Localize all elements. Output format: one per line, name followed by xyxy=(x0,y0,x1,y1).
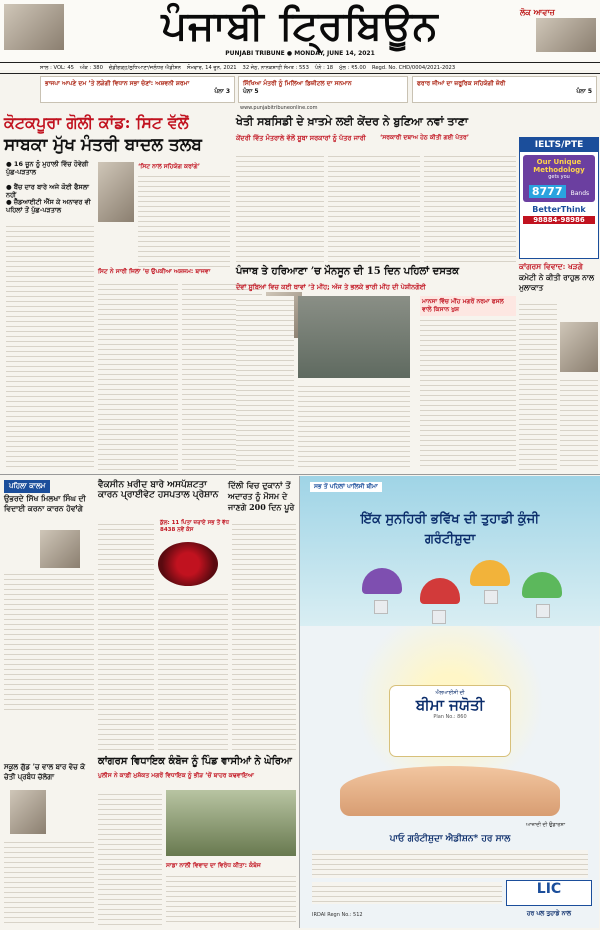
ad-brand-small: ਸਭ ਤੋਂ ਪਹਿਲਾਂ ਪਾਲਿਸੀ ਬੀਮਾ xyxy=(310,482,382,492)
ielts-line3: gets you xyxy=(548,174,570,180)
lead-bullet-2: ● ਬੈਂਚ ਦਾਰ ਬਾਰੇ ਅਜੇ ਕੋਈ ਫੈਸਲਾ ਨਹੀਂ xyxy=(6,183,89,200)
lic-ad[interactable] xyxy=(299,476,599,928)
delhi-body xyxy=(232,520,296,750)
congress2-headline[interactable]: ਕਾਂਗਰਸ ਵਿਧਾਇਕ ਕੰਬੋਜ ਨੂੰ ਪਿੰਡ ਵਾਸੀਆਂ ਨੇ ਘੇਰਿਆ xyxy=(98,756,292,767)
lead-bullet-1: ● 16 ਜੂਨ ਨੂੰ ਮੁਹਾਲੀ ਵਿੱਚ ਹੋਵੇਗੀ ਪੁੱਛ-ਪੜਤਾਲ xyxy=(6,160,89,177)
ielts-line1: Our Unique xyxy=(536,158,582,166)
sebi-line: ਆਜ਼ਾਦੀ ਦੀ ਉਡਾਰਸ਼ਾ xyxy=(526,822,566,828)
lic-tagline: ਹਰ ਪਲ ਤੁਹਾਡੇ ਨਾਲ xyxy=(526,910,572,917)
issue-info-bar xyxy=(0,62,600,74)
ielts-ad[interactable] xyxy=(519,137,599,259)
rain-photo xyxy=(298,296,410,378)
covid-note: ਕੁੱਲ: 11 ਪਿਤਾ ਜ਼ਰਾਏ ਸਭ ਤੋਂ ਵੱਧ 8438 ਨਵੇਂ ਕੇਸ xyxy=(160,520,229,533)
ad-feature-list xyxy=(312,850,588,878)
congress-headline[interactable]: ਕਮੇਟੀ ਨੇ ਕੀਤੀ ਰਾਹੁਲ ਨਾਲ ਮੁਲਾਕਾਤ xyxy=(519,273,595,292)
nanakshahi-date: 32 ਜੇਠ, ਨਾਨਕਸ਼ਾਹੀ ਸੰਮਤ : 553 xyxy=(242,64,309,71)
ad-footer-line: ਪਾਓ ਗਰੰਟੀਸ਼ੁਦਾ ਐਡੀਸ਼ਨ* ਹਰ ਸਾਲ xyxy=(389,834,511,844)
congress2-body xyxy=(98,790,162,926)
badal-photo xyxy=(98,162,134,222)
col1-headline[interactable]: ਉਭਰਦੇ ਸਿੱਖ ਮਿਲਖਾ ਸਿੰਘ ਦੀ ਵਿਦਾਈ ਕਰਨਾ ਕਾਰਨ ਹੋਵਾਂਗੇ xyxy=(4,494,86,513)
monsoon-headline[interactable]: ਪੰਜਾਬ ਤੇ ਹਰਿਆਣਾ ’ਚ ਮੌਨਸੂਨ ਦੀ 15 ਦਿਨ ਪਹਿਲਾਂ ਦਸਤਕ xyxy=(236,266,460,277)
pages: ਪੰਨੇ : 18 xyxy=(314,64,334,71)
bottom-note-body xyxy=(166,872,296,926)
gift-box-2 xyxy=(432,610,446,624)
monsoon-sub: ਦੋਵਾਂ ਸੂਬਿਆਂ ਵਿਚ ਕਈ ਥਾਵਾਂ ’ਤੇ ਮੀਂਹ; ਅੱਜ ਤੇ ਭਲਕੇ ਭਾਰੀ ਮੀਂਹ ਦੀ ਪੇਸ਼ੀਨਗੋਈ xyxy=(236,283,426,291)
congress-kicker[interactable]: ਕਾਂਗਰਸ ਵਿਵਾਦ: ਖੜਗੇ xyxy=(519,262,583,271)
virus-image xyxy=(158,542,218,586)
volume: ਸਾਲ : VOL: 45 xyxy=(40,64,74,71)
monsoon-body-1 xyxy=(236,296,294,470)
photo-top-right xyxy=(536,18,596,52)
gift-box-3 xyxy=(484,590,498,604)
congress-body-2 xyxy=(560,376,598,470)
regd-no: Regd. No. CHD/0004/2021-2023 xyxy=(371,65,456,71)
monsoon-body-2 xyxy=(298,382,410,470)
congress2-sub: ਪੁਲੀਸ ਨੇ ਕਾਫ਼ੀ ਮੁਸ਼ੱਕਤ ਮਗਰੋਂ ਵਿਧਾਇਕ ਨੂੰ ਭੀੜ ’ਚੋਂ ਬਾਹਰ ਕਢਵਾਇਆ xyxy=(98,772,254,779)
promo-3-headline: ਫਰਾਰ ਜੀਆਂ ਦਾ ਜ਼ਰੂਰਿਕ ਸਹਿਯੋਗੀ ਜ਼ੋਰੀ xyxy=(417,80,506,87)
lead-headline[interactable]: ਸਾਬਕਾ ਮੁੱਖ ਮੰਤਰੀ ਬਾਦਲ ਤਲਬ xyxy=(4,135,202,155)
lead-inset2-title: ਸਿਟ ਨੇ ਸਾਰੀ ਜਿਲਾ ’ਚ ਉਪਕੀਆ ਅਸ਼ਜਮ: ਬਾਜਵਾ xyxy=(98,268,211,275)
irdai-reg: IRDAI Regn No.: 512 xyxy=(312,912,363,918)
edition-date-line: PUNJABI TRIBUNE ● MONDAY, JUNE 14, 2021 xyxy=(225,50,375,57)
ielts-bands: Bands xyxy=(570,190,590,197)
ielts-line2: Methodology xyxy=(533,166,585,174)
politician-photo-left xyxy=(4,4,64,50)
vaccine-headline[interactable]: ਵੈਕਸੀਨ ਖ਼ਰੀਦ ਬਾਰੇ ਅਸਪੱਸ਼ਟਤਾ ਕਾਰਨ ਪ੍ਰਾਈਵੇਟ ਹਸਪਤਾਲ ਪ੍ਰੇਸ਼ਾਨ xyxy=(98,480,219,500)
congress-body xyxy=(519,300,557,470)
bottom-left-photo xyxy=(10,790,46,834)
bima-jyoti-logo xyxy=(390,686,510,756)
promo-1-page: ਪੰਨਾ 3 xyxy=(214,87,230,95)
farm-body-3 xyxy=(424,152,516,262)
website-url[interactable]: www.punjabitribuneonline.com xyxy=(240,105,318,111)
ielts-phone[interactable]: 98884-98986 xyxy=(523,216,595,224)
promo-2-page: ਪੰਨਾ 5 xyxy=(243,87,259,95)
gift-box-4 xyxy=(536,604,550,618)
lead-kicker[interactable]: ਕੋਟਕਪੂਰਾ ਗੋਲੀ ਕਾਂਡ: ਸਿਟ ਵੱਲੋਂ xyxy=(4,113,189,132)
farm-body-1 xyxy=(236,152,324,262)
vaccine-body-2 xyxy=(158,590,228,750)
product-name: ਬੀਮਾ ਜਯੋਤੀ xyxy=(415,696,485,714)
bottom-left-body xyxy=(4,838,94,926)
section-divider xyxy=(0,474,600,475)
product-small: ਐਲਆਈਸੀ ਦੀ xyxy=(435,690,465,696)
lead-inset-title: ‘ਸਿਟ ਨਾਲ ਸਹਿਯੋਗ ਕਰਾਂਗੇ’ xyxy=(138,163,200,170)
lic-logo xyxy=(506,880,592,906)
first-column-tag: ਪਹਿਲਾ ਕਾਲਮ xyxy=(4,480,50,493)
tagline: ਲੋਕ ਆਵਾਜ਼ xyxy=(520,8,555,17)
plan-no: Plan No.: 860 xyxy=(433,714,467,720)
lead-body-col-1 xyxy=(6,222,94,470)
delhi-headline[interactable]: ਦਿੱਲੀ ਵਿਚ ਦੁਕਾਨਾਂ ਤੋਂ ਅਦਾਰਤ ਨੂੰ ਮੌਸਮ ਦੇ ਜਾਣਗੇ 200 ਦਿਨ ਪੂਰੇ xyxy=(228,480,295,512)
farm-headline[interactable]: ਖੇਤੀ ਸਬਸਿਡੀ ਦੇ ਖ਼ਾਤਮੇ ਲਈ ਕੇਂਦਰ ਨੇ ਬੁਣਿਆ ਨਵਾਂ ਤਾਣਾ xyxy=(236,115,469,128)
col1-photo xyxy=(40,530,80,568)
ad-headline2: ਗਰੰਟੀਸ਼ੁਦਾ xyxy=(424,532,476,547)
monsoon-body-3 xyxy=(420,316,516,470)
promo-3-page: ਪੰਨਾ 5 xyxy=(576,87,592,95)
ielts-score: 8777 xyxy=(529,185,566,198)
price: ਮੁੱਲ : ₹5.00 xyxy=(339,64,366,71)
edition: ਚੰਡੀਗੜ੍ਹ/ਲੁਧਿਆਣਾ/ਜਲੰਧਰ ਐਡੀਸ਼ਨ xyxy=(108,64,182,71)
ielts-brand: BetterThink xyxy=(532,205,586,214)
ad-small-print xyxy=(312,882,502,904)
farm-sub2: ‘ਸਰਕਾਰੀ ਦਬਾਅ ਹੇਠ ਕੀਤੀ ਗਈ ਪੱਤਰ’ xyxy=(380,134,469,141)
date-punjabi: ਸੋਮਵਾਰ, 14 ਜੂਨ, 2021 xyxy=(187,64,237,71)
lead-inset-body xyxy=(138,172,230,267)
monsoon-box: ਮਾਨਸਾ ਵਿੱਚ ਮੀਂਹ ਮਗਰੋਂ ਨਰਮਾ ਫਸਲ ਵਾਲੇ ਕਿਸਾਨ ਖੁਸ਼ xyxy=(420,296,516,316)
ielts-methodology-box xyxy=(523,155,595,202)
newspaper-logo[interactable]: ਪੰਜਾਬੀ ਟ੍ਰਿਬਿਊਨ xyxy=(161,2,439,49)
rahul-photo xyxy=(560,322,598,372)
promo-1[interactable] xyxy=(40,76,235,103)
promo-3[interactable] xyxy=(412,76,597,103)
lic-text: LIC xyxy=(536,881,562,897)
vaccine-body xyxy=(98,520,154,750)
promo-2[interactable] xyxy=(238,76,408,103)
issue-no: ਅੰਕ : 380 xyxy=(79,64,103,71)
bottom-note: ਸਾਡਾ ਨਾਲੀ ਵਿਵਾਦ ਦਾ ਵਿਰੋਧ ਕੀਤਾ: ਕੰਬੋਜ xyxy=(166,862,261,869)
lead-body-col-2 xyxy=(98,280,178,470)
ad-headline1: ਇੱਕ ਸੁਨਹਿਰੀ ਭਵਿੱਖ ਦੀ ਤੁਹਾਡੀ ਕੁੰਜੀ xyxy=(360,512,540,527)
bottom-left-headline[interactable]: ਸਕੂਲ ਗੁੱਡ ’ਚ ਵਾਲ ਬਾਰ ਵੇਚ ਕੇ ਚੇਤੀ ਪ੍ਰਬੰਧ ਚੱਲੇਗਾ xyxy=(4,762,86,781)
promo-2-headline: ਸਿੱਖਿਆ ਮੰਤਰੀ ਨੂੰ ਮਿਲਿਆ ਡਿਜ਼ੀਟਲ ਦਾ ਸਨਮਾਨ xyxy=(243,80,352,87)
farm-body-2 xyxy=(328,152,420,262)
lead-bullet-3: ● ਜ਼ੈੱਡਆਈਟੀ ਐੱਸ ਕੇ ਅਨਾਵਰ ਵੀ ਪਹਿਲਾਂ ਤੋਂ ਪੁੱਛ-ਪੜਤਾਲ xyxy=(6,198,91,215)
col1-body xyxy=(4,570,94,710)
hands-image xyxy=(340,766,560,816)
promo-1-headline: ਭਾਜਪਾ ਆਪਣੇ ਦਮ ’ਤੇ ਲੜੇਗੀ ਵਿਧਾਨ ਸਭਾ ਚੋਣਾਂ: ਅਸ਼ਵਨੀ ਸ਼ਰਮਾ xyxy=(45,80,190,87)
farm-sub1: ਕੇਂਦਰੀ ਵਿੱਤ ਮੰਤਰਾਲੇ ਵੱਲੋਂ ਸੂਬਾ ਸਰਕਾਰਾਂ ਨੂੰ ਪੱਤਰ ਜਾਰੀ xyxy=(236,134,366,142)
gift-box-1 xyxy=(374,600,388,614)
ielts-title: IELTS/PTE xyxy=(520,138,598,152)
villagers-photo xyxy=(166,790,296,856)
